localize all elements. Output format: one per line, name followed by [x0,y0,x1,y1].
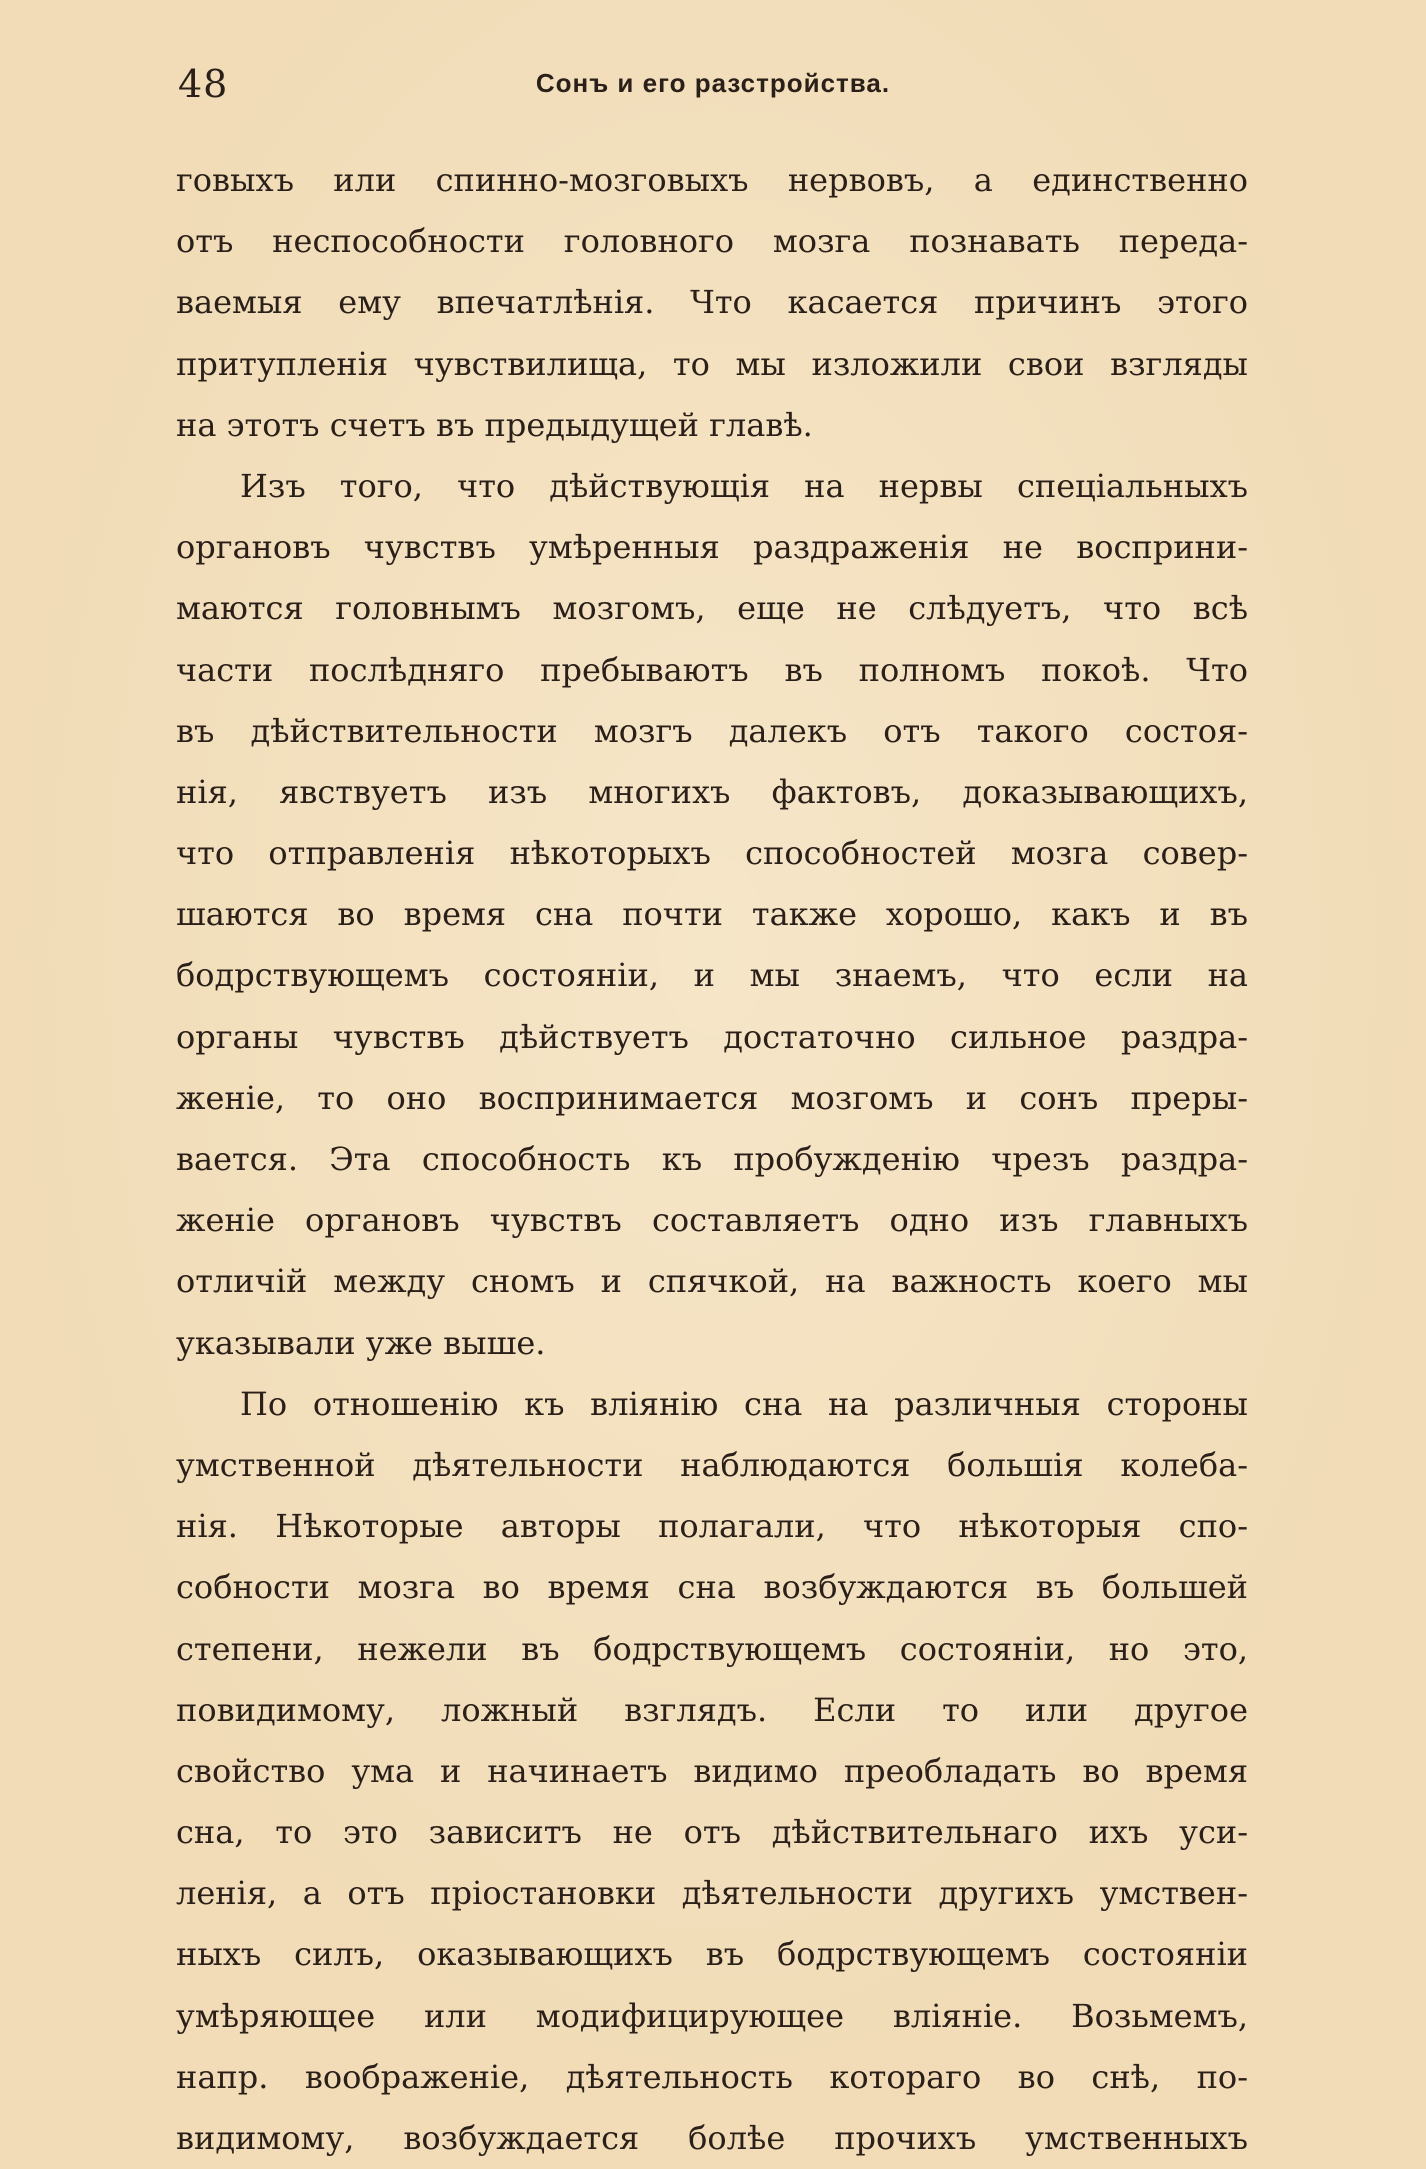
text-line: шаются во время сна почти также хорошо, какъ и въ [176,895,1248,934]
body-text [176,150,1248,2169]
text-line: маются головнымъ мозгомъ, еще не слѣдуетъ, что всѣ [176,589,1248,628]
page-number: 48 [178,62,229,106]
text-line: собности мозга во время сна возбуждаются въ большей [176,1568,1248,1607]
text-line: части послѣдняго пребываютъ въ полномъ покоѣ. Что [176,650,1248,689]
text-line: женіе, то оно воспринимается мозгомъ и сонъ преры- [176,1078,1248,1117]
text-line: говыхъ или спинно-мозговыхъ нервовъ, а единственно [176,161,1248,199]
text-line: ныхъ силъ, оказывающихъ въ бодрствующемъ состояніи [176,1935,1248,1974]
text-line: органовъ чувствъ умѣренныя раздраженія не восприни- [176,528,1248,567]
text-line: Изъ того, что дѣйствующія на нервы спеціальныхъ [240,466,1248,505]
text-line: бодрствующемъ состояніи, и мы знаемъ, что если на [176,956,1248,995]
text-line: ленія, а отъ пріостановки дѣятельности другихъ умствен- [176,1874,1248,1913]
text-line: указывали уже выше. [176,1323,546,1362]
text-line: въ дѣйствительности мозгъ далекъ отъ такого состоя- [176,711,1248,750]
text-line: вается. Эта способность къ пробужденію чрезъ раздра- [176,1140,1248,1178]
text-line: напр. воображеніе, дѣятельность котораго во снѣ, по- [176,2057,1248,2096]
text-line: отъ неспособности головного мозга познавать переда- [176,222,1248,261]
text-line: женіе органовъ чувствъ составляетъ одно изъ главныхъ [176,1201,1248,1240]
text-line: органы чувствъ дѣйствуетъ достаточно сильное раздра- [176,1017,1248,1056]
text-line: сна, то это зависитъ не отъ дѣйствительнаго ихъ уси- [176,1813,1248,1852]
text-line: притупленія чувствилища, то мы изложили свои взгляды [176,344,1248,383]
text-line: степени, нежели въ бодрствующемъ состояніи, но это, [176,1629,1248,1668]
text-line: свойство ума и начинаетъ видимо преобладать во время [176,1751,1248,1790]
text-line: умственной дѣятельности наблюдаются большія колеба- [176,1445,1248,1484]
text-line: на этотъ счетъ въ предыдущей главѣ. [176,405,813,444]
text-line: нія. Нѣкоторые авторы полагали, что нѣкоторыя спо- [176,1507,1248,1546]
running-title: Сонъ и его разстройства. [535,68,891,98]
text-line: отличій между сномъ и спячкой, на важность коего мы [176,1262,1248,1301]
text-line: повидимому, ложный взглядъ. Если то или другое [176,1690,1248,1729]
text-line: умѣряющее или модифицирующее вліяніе. Возьмемъ, [176,1996,1248,2035]
page-header [178,62,1248,122]
text-line: что отправленія нѣкоторыхъ способностей мозга совер- [176,834,1248,873]
text-line: нія, явствуетъ изъ многихъ фактовъ, доказывающихъ, [176,772,1248,811]
text-line: видимому, возбуждается болѣе прочихъ умственныхъ [176,2119,1248,2157]
text-line: По отношенію къ вліянію сна на различныя стороны [240,1384,1248,1423]
text-line: ваемыя ему впечатлѣнія. Что касается причинъ этого [176,283,1248,322]
